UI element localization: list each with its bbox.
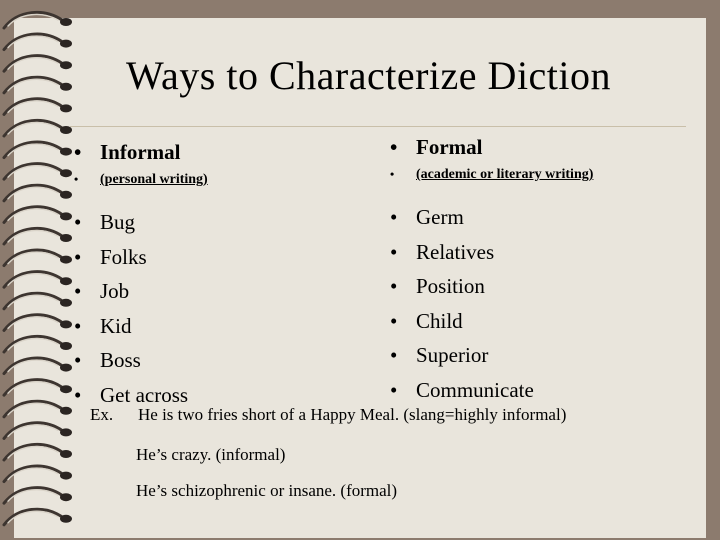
informal-word: Get across xyxy=(100,382,189,407)
bullet: • xyxy=(390,167,395,181)
binding-hole xyxy=(60,234,72,242)
informal-heading: Informal xyxy=(100,140,181,164)
binding-hole xyxy=(60,428,72,436)
bullet: • xyxy=(74,210,82,234)
binding-hole xyxy=(60,83,72,91)
formal-word: Communicate xyxy=(416,377,534,402)
title-divider xyxy=(70,126,686,127)
bullet: • xyxy=(74,172,79,186)
bullet: • xyxy=(74,140,82,164)
informal-word: Kid xyxy=(100,313,132,338)
example-line: He’s schizophrenic or insane. (formal) xyxy=(136,481,398,500)
binding-hole xyxy=(60,169,72,177)
binding-hole xyxy=(60,450,72,458)
bullet: • xyxy=(390,135,398,159)
binding-hole xyxy=(60,472,72,480)
formal-word: Position xyxy=(416,274,485,298)
formal-subheading: (academic or literary writing) xyxy=(416,167,594,182)
binding-hole xyxy=(60,364,72,372)
formal-heading: Formal xyxy=(416,135,483,159)
binding-hole xyxy=(60,191,72,199)
informal-word: Bug xyxy=(100,210,136,234)
binding-hole xyxy=(60,407,72,415)
binding-hole xyxy=(60,40,72,48)
binding-hole xyxy=(60,18,72,26)
binding-hole xyxy=(60,148,72,156)
bullet: • xyxy=(74,244,82,269)
bullet: • xyxy=(390,274,398,298)
binding-hole xyxy=(60,104,72,112)
binding-hole xyxy=(60,385,72,393)
bullet: • xyxy=(74,348,82,372)
binding-hole xyxy=(60,493,72,501)
bullet: • xyxy=(390,308,398,333)
formal-word: Germ xyxy=(416,205,464,229)
example-line: He’s crazy. (informal) xyxy=(136,445,286,464)
bullet: • xyxy=(74,279,82,303)
formal-word: Superior xyxy=(416,343,489,367)
bullet: • xyxy=(390,377,398,402)
example-label: Ex. xyxy=(90,405,114,424)
informal-subheading: (personal writing) xyxy=(100,172,208,187)
bullet: • xyxy=(74,313,82,338)
example-line: He is two fries short of a Happy Meal. (slang=highly informal) xyxy=(138,405,567,424)
spiral-binding-icon xyxy=(0,0,90,540)
binding-hole xyxy=(60,256,72,264)
binding-hole xyxy=(60,515,72,523)
formal-word: Relatives xyxy=(416,239,495,264)
binding-hole xyxy=(60,320,72,328)
bullet: • xyxy=(74,382,82,407)
bullet: • xyxy=(390,239,398,264)
formal-word: Child xyxy=(416,308,463,333)
binding-hole xyxy=(60,212,72,220)
informal-word: Folks xyxy=(100,244,147,269)
informal-word: Job xyxy=(100,279,130,303)
binding-hole xyxy=(60,126,72,134)
bullet: • xyxy=(390,343,398,367)
binding-hole xyxy=(60,299,72,307)
slide-title: Ways to Characterize Diction xyxy=(126,53,612,98)
binding-hole xyxy=(60,277,72,285)
binding-hole xyxy=(60,342,72,350)
binding-hole xyxy=(60,61,72,69)
informal-word: Boss xyxy=(100,348,141,372)
bullet: • xyxy=(390,205,398,229)
